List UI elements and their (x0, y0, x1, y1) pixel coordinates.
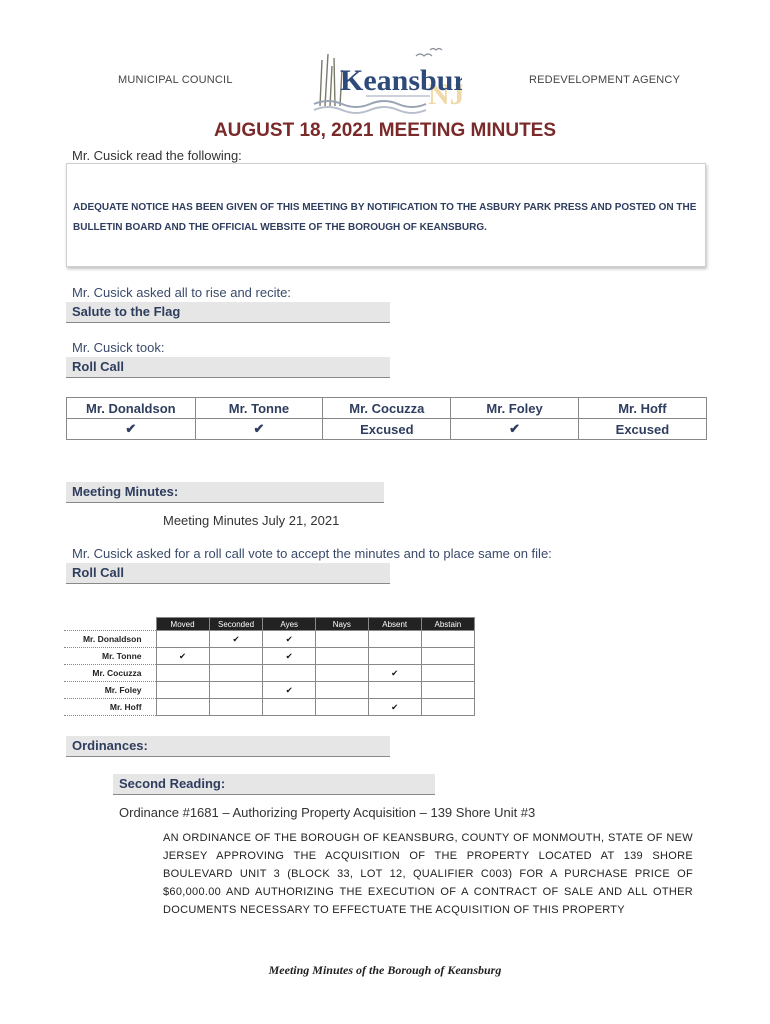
minutes-bar: Meeting Minutes: (66, 482, 384, 503)
vote-cell (209, 665, 263, 682)
vote-cell (156, 631, 209, 648)
vote-row-name: Mr. Tonne (64, 648, 156, 665)
ordinance-text: AN ORDINANCE OF THE BOROUGH OF KEANSBURG, COUNTY OF MONMOUTH, STATE OF NEW JERSEY APPROVING THE ACQUISITION OF THE PROPERTY LOCATED AT 139 SHORE BOULEVARD UNIT 3 (BLOCK 33, LOT 12, QUALIFIER C003) FOR A PURCHASE PRICE OF $60,000.00 AND AUTHORIZING THE EXECUTION OF A CONTRACT OF SALE AND ALL OTHER DOCUMENTS NECESSARY TO EFFECTUATE THE ACQUISITION OF THIS PROPERTY (163, 832, 693, 916)
roll-status: Excused (323, 419, 451, 440)
vote-cell (421, 648, 474, 665)
vote-cell (156, 682, 209, 699)
table-row (64, 682, 475, 699)
intro-text: Mr. Cusick read the following: (72, 148, 242, 163)
rollcall-bar: Roll Call (66, 357, 390, 378)
vote-cell: ✔ (156, 648, 209, 665)
vote-cell: ✔ (263, 631, 316, 648)
vote-cell (421, 631, 474, 648)
vote-cell (263, 665, 316, 682)
roll-status: ✔ (451, 419, 578, 440)
vote-cell: ✔ (209, 631, 263, 648)
roll-name: Mr. Cocuzza (323, 398, 451, 419)
vote-cell (421, 682, 474, 699)
header-right-label: REDEVELOPMENT AGENCY (529, 74, 681, 86)
vote-cell (368, 682, 421, 699)
vote-cell (156, 699, 209, 716)
vote-cell (421, 699, 474, 716)
vote-cell (368, 631, 421, 648)
vote-col-header: Abstain (421, 618, 474, 631)
svg-text:NJ: NJ (428, 78, 462, 111)
vote-cell: ✔ (368, 699, 421, 716)
table-row (64, 648, 475, 665)
minutes-item: Meeting Minutes July 21, 2021 (163, 513, 340, 528)
keansburg-logo (312, 44, 462, 116)
vote-cell (421, 665, 474, 682)
vote-cell: ✔ (368, 665, 421, 682)
vote-cell (316, 665, 369, 682)
vote-lead: Mr. Cusick asked for a roll call vote to accept the minutes and to place same on file: (72, 546, 552, 561)
roll-name: Mr. Donaldson (67, 398, 196, 419)
notice-text: ADEQUATE NOTICE HAS BEEN GIVEN OF THIS MEETING BY NOTIFICATION TO THE ASBURY PARK PRESS AND POSTED ON THE BULLETIN BOARD AND THE OFFICIAL WEBSITE OF THE BOROUGH OF KEANSBURG. (73, 202, 697, 233)
ordinances-bar: Ordinances: (66, 736, 390, 757)
vote-cell (263, 699, 316, 716)
roll-name: Mr. Foley (451, 398, 578, 419)
roll-name: Mr. Tonne (195, 398, 323, 419)
svg-text:Keansburg: Keansbur (340, 64, 462, 97)
roll-call-table (66, 397, 707, 440)
vote-col-header: Absent (368, 618, 421, 631)
vote-table (64, 617, 475, 716)
vote-row-name: Mr. Hoff (64, 699, 156, 716)
table-row (64, 665, 475, 682)
vote-cell (368, 648, 421, 665)
vote-col-header: Moved (156, 618, 209, 631)
roll-status: ✔ (195, 419, 323, 440)
vote-cell (316, 682, 369, 699)
page-title: AUGUST 18, 2021 MEETING MINUTES (213, 120, 557, 141)
vote-row-name: Mr. Donaldson (64, 631, 156, 648)
salute-lead: Mr. Cusick asked all to rise and recite: (72, 285, 291, 300)
second-reading-bar: Second Reading: (113, 774, 435, 795)
vote-cell (209, 699, 263, 716)
footer: Meeting Minutes of the Borough of Keansburg (268, 963, 502, 977)
vote-cell (316, 631, 369, 648)
vote-cell: ✔ (263, 682, 316, 699)
table-row (64, 699, 475, 716)
table-row (64, 631, 475, 648)
vote-row-name: Mr. Foley (64, 682, 156, 699)
ordinance-title: Ordinance #1681 – Authorizing Property Acquisition – 139 Shore Unit #3 (119, 805, 536, 820)
vote-bar: Roll Call (66, 563, 390, 584)
rollcall-lead: Mr. Cusick took: (72, 340, 165, 355)
vote-row-name: Mr. Cocuzza (64, 665, 156, 682)
vote-cell (316, 699, 369, 716)
vote-col-header: Ayes (263, 618, 316, 631)
vote-cell (209, 682, 263, 699)
vote-cell: ✔ (263, 648, 316, 665)
vote-col-header: Nays (316, 618, 369, 631)
roll-name: Mr. Hoff (578, 398, 706, 419)
roll-status: ✔ (67, 419, 196, 440)
salute-bar: Salute to the Flag (66, 302, 390, 323)
notice-box (66, 163, 706, 267)
header-left-label: MUNICIPAL COUNCIL (118, 74, 233, 86)
vote-cell (316, 648, 369, 665)
vote-col-header: Seconded (209, 618, 263, 631)
roll-status: Excused (578, 419, 706, 440)
vote-cell (209, 648, 263, 665)
vote-cell (156, 665, 209, 682)
